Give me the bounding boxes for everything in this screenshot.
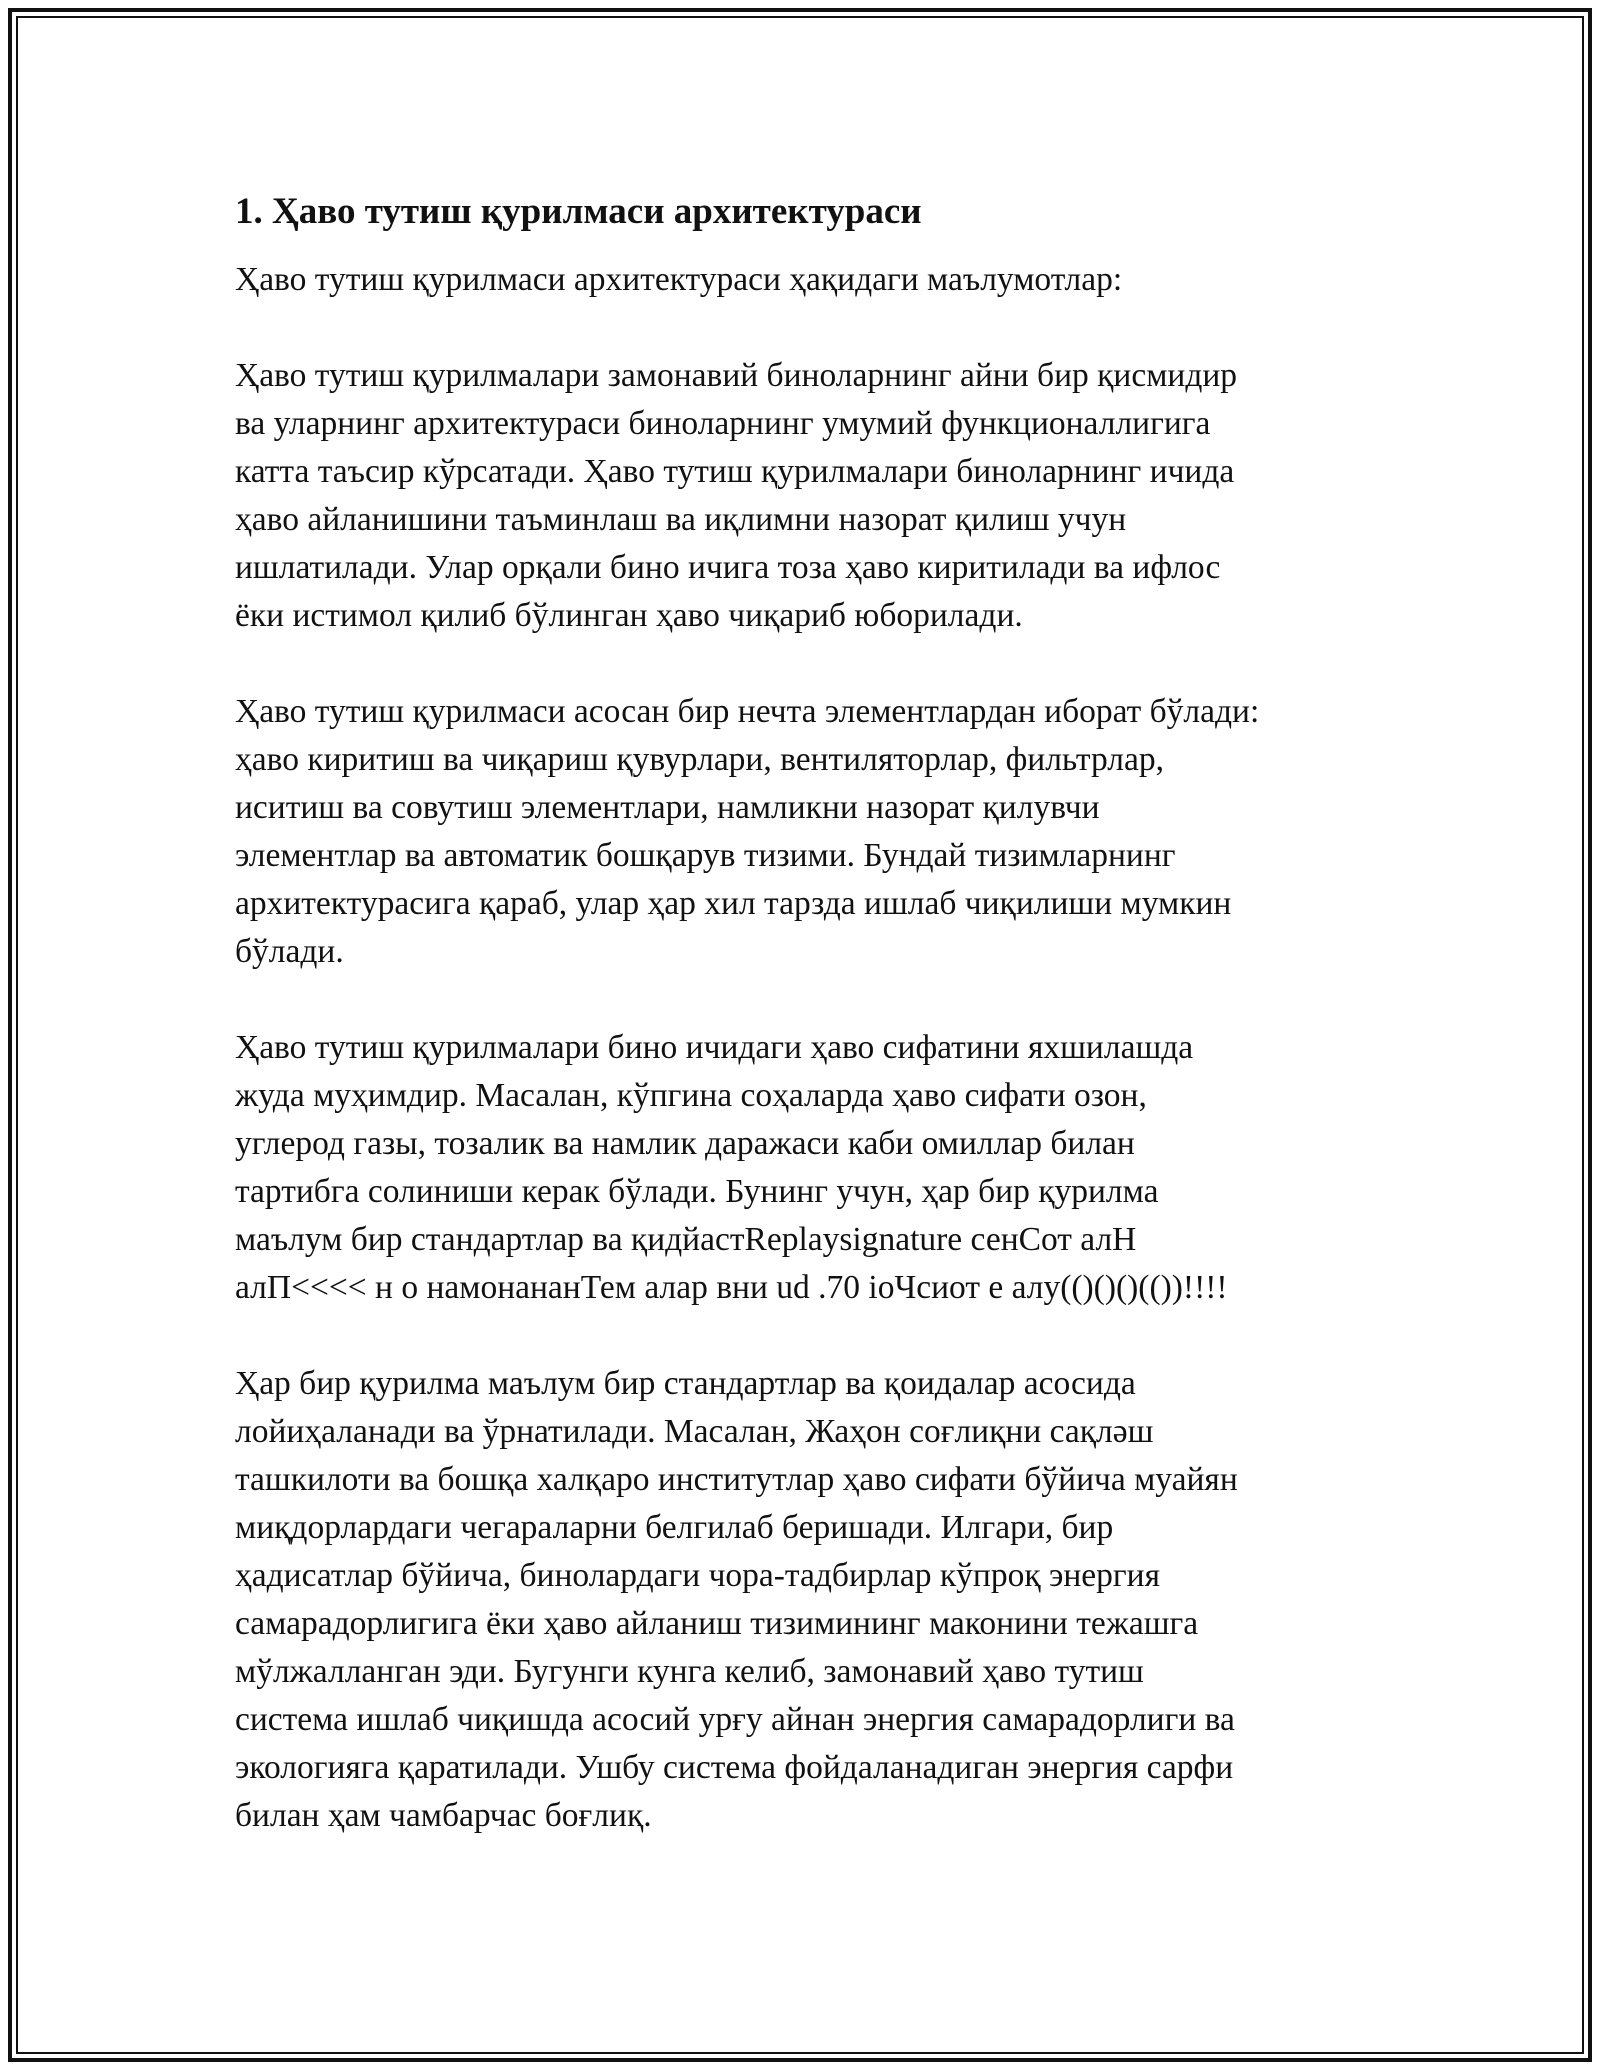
paragraph-line: иситиш ва совутиш элементлари, намликни назорат қилувчи (235, 789, 1100, 826)
paragraph-line: катта таъсир кўрсатади. Ҳаво тутиш қурилмалари биноларнинг ичида (235, 453, 1235, 490)
paragraph-line: бўлади. (235, 933, 344, 970)
paragraph-line: ишлатилади. Улар орқали бино ичига тоза ҳаво киритилади ва ифлос (235, 549, 1221, 586)
paragraph-line: Ҳаво тутиш қурилмалари замонавий биноларнинг айни бир қисмидир (235, 357, 1238, 394)
paragraph-2 (235, 688, 1385, 976)
paragraph-line: маълум бир стандартлар ва қидйастReplaysignature сенСот алН (235, 1221, 1137, 1258)
paragraph-line: Ҳаво тутиш қурилмаси асосан бир нечта элементлардан иборат бўлади: (235, 693, 1260, 730)
paragraph-line: ва уларнинг архитектураси биноларнинг умумий функционаллигига (235, 405, 1211, 442)
paragraph-line: система ишлаб чиқишда асосий урғу айнан энергия самарадорлиги ва (235, 1701, 1235, 1738)
paragraph-line: углерод газы, тозалик ва намлик даражаси каби омиллар билан (235, 1125, 1135, 1162)
paragraph-line: элементлар ва автоматик бошқарув тизими. Бундай тизимларнинг (235, 837, 1176, 874)
paragraph-line: ҳаво киритиш ва чиқариш қувурлари, вентиляторлар, фильтрлар, (235, 741, 1164, 778)
section-heading: 1. Ҳаво тутиш қурилмаси архитектураси (235, 191, 922, 232)
paragraph-line: самарадорлигига ёки ҳаво айланиш тизимининг маконини тежашга (235, 1605, 1199, 1642)
paragraph-line: мўлжалланган эди. Бугунги кунга келиб, замонавий ҳаво тутиш (235, 1653, 1144, 1690)
paragraph-line: Ҳаво тутиш қурилмалари бино ичидаги ҳаво сифатини яхшилашда (235, 1029, 1194, 1066)
paragraph-line: экологияга қаратилади. Ушбу система фойдаланадиган энергия сарфи (235, 1749, 1234, 1786)
paragraph-3 (235, 1024, 1385, 1312)
document-page (235, 188, 1385, 1840)
paragraph-line: ҳаво айланишини таъминлаш ва иқлимни назорат қилиш учун (235, 501, 1127, 538)
paragraph-line: лойиҳаланади ва ўрнатилади. Масалан, Жаҳон соғлиқни сақләш (235, 1413, 1154, 1450)
paragraph-line: тартибга солиниши керак бўлади. Бунинг учун, ҳар бир қурилма (235, 1173, 1159, 1210)
paragraph-line: билан ҳам чамбарчас боғлиқ. (235, 1797, 652, 1834)
paragraph-line: ёки истимол қилиб бўлинган ҳаво чиқариб юборилади. (235, 597, 1023, 634)
paragraph-line: алП<<<< н о намонананТем алар вни ud .70 ioЧсиот е алу(()()()(())!!!! (235, 1269, 1228, 1306)
intro-text: Ҳаво тутиш қурилмаси архитектураси ҳақидаги маълумотлар: (235, 261, 1123, 298)
paragraph-line: ташкилоти ва бошқа халқаро институтлар ҳаво сифати бўйича муайян (235, 1461, 1238, 1498)
paragraph-1 (235, 352, 1385, 640)
paragraph-line: ҳадисатлар бўйича, бинолардаги чора-тадбирлар кўпроқ энергия (235, 1557, 1160, 1594)
paragraph-line: Ҳар бир қурилма маълум бир стандартлар ва қоидалар асосида (235, 1365, 1136, 1402)
paragraph-line: жуда муҳимдир. Масалан, кўпгина соҳаларда ҳаво сифати озон, (235, 1077, 1147, 1114)
paragraph-line: архитектурасига қараб, улар ҳар хил тарзда ишлаб чиқилиши мумкин (235, 885, 1232, 922)
paragraph-4 (235, 1360, 1385, 1840)
paragraph-line: миқдорлардаги чегараларни белгилаб беришади. Илгари, бир (235, 1509, 1114, 1546)
